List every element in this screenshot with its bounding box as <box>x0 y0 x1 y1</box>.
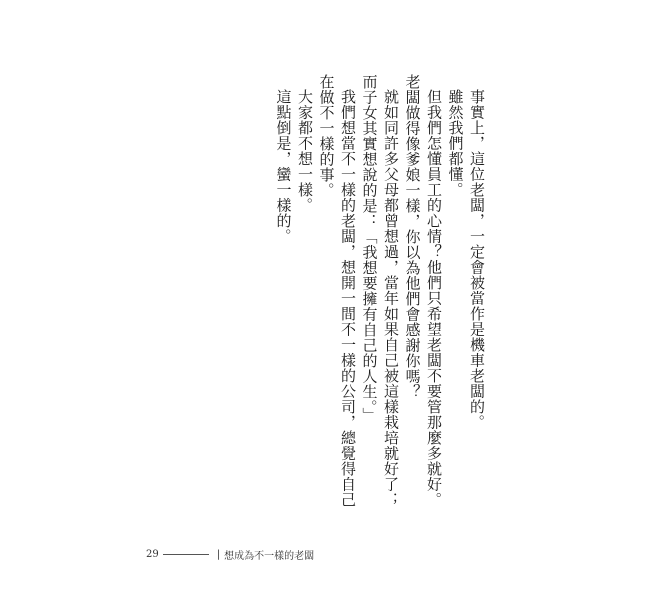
paragraph-3: 但我們怎懂員工的心情？他們只希望老闆不要管那麼多就好。老闆做得像爹娘一樣，你以為他們會感謝你嗎？ <box>403 74 443 508</box>
page-footer <box>146 547 314 562</box>
running-title: 想成為不一樣的老闆 <box>224 551 315 562</box>
footer-rule <box>163 554 209 555</box>
paragraph-4: 就如同許多父母都曾想過，當年如果自己被這樣栽培就好了；而子女其實想說的是：「我想要擁有自己的人生。」 <box>360 74 400 508</box>
paragraph-2: 雖然我們都懂。 <box>446 89 465 198</box>
paragraph-5: 我們想當不一樣的老闆，想開一間不一樣的公司，總覺得自己在做不一樣的事。 <box>317 74 357 508</box>
paragraph-7: 這點倒是，蠻一樣的。 <box>274 89 293 244</box>
footer-separator: | <box>216 549 221 560</box>
vertical-text-body <box>272 74 487 514</box>
paragraph-6: 大家都不想一樣。 <box>296 89 314 213</box>
paragraph-1: 事實上，這位老闆，一定會被當作是機車老闆的。 <box>468 89 486 430</box>
page-number: 29 <box>146 549 159 560</box>
